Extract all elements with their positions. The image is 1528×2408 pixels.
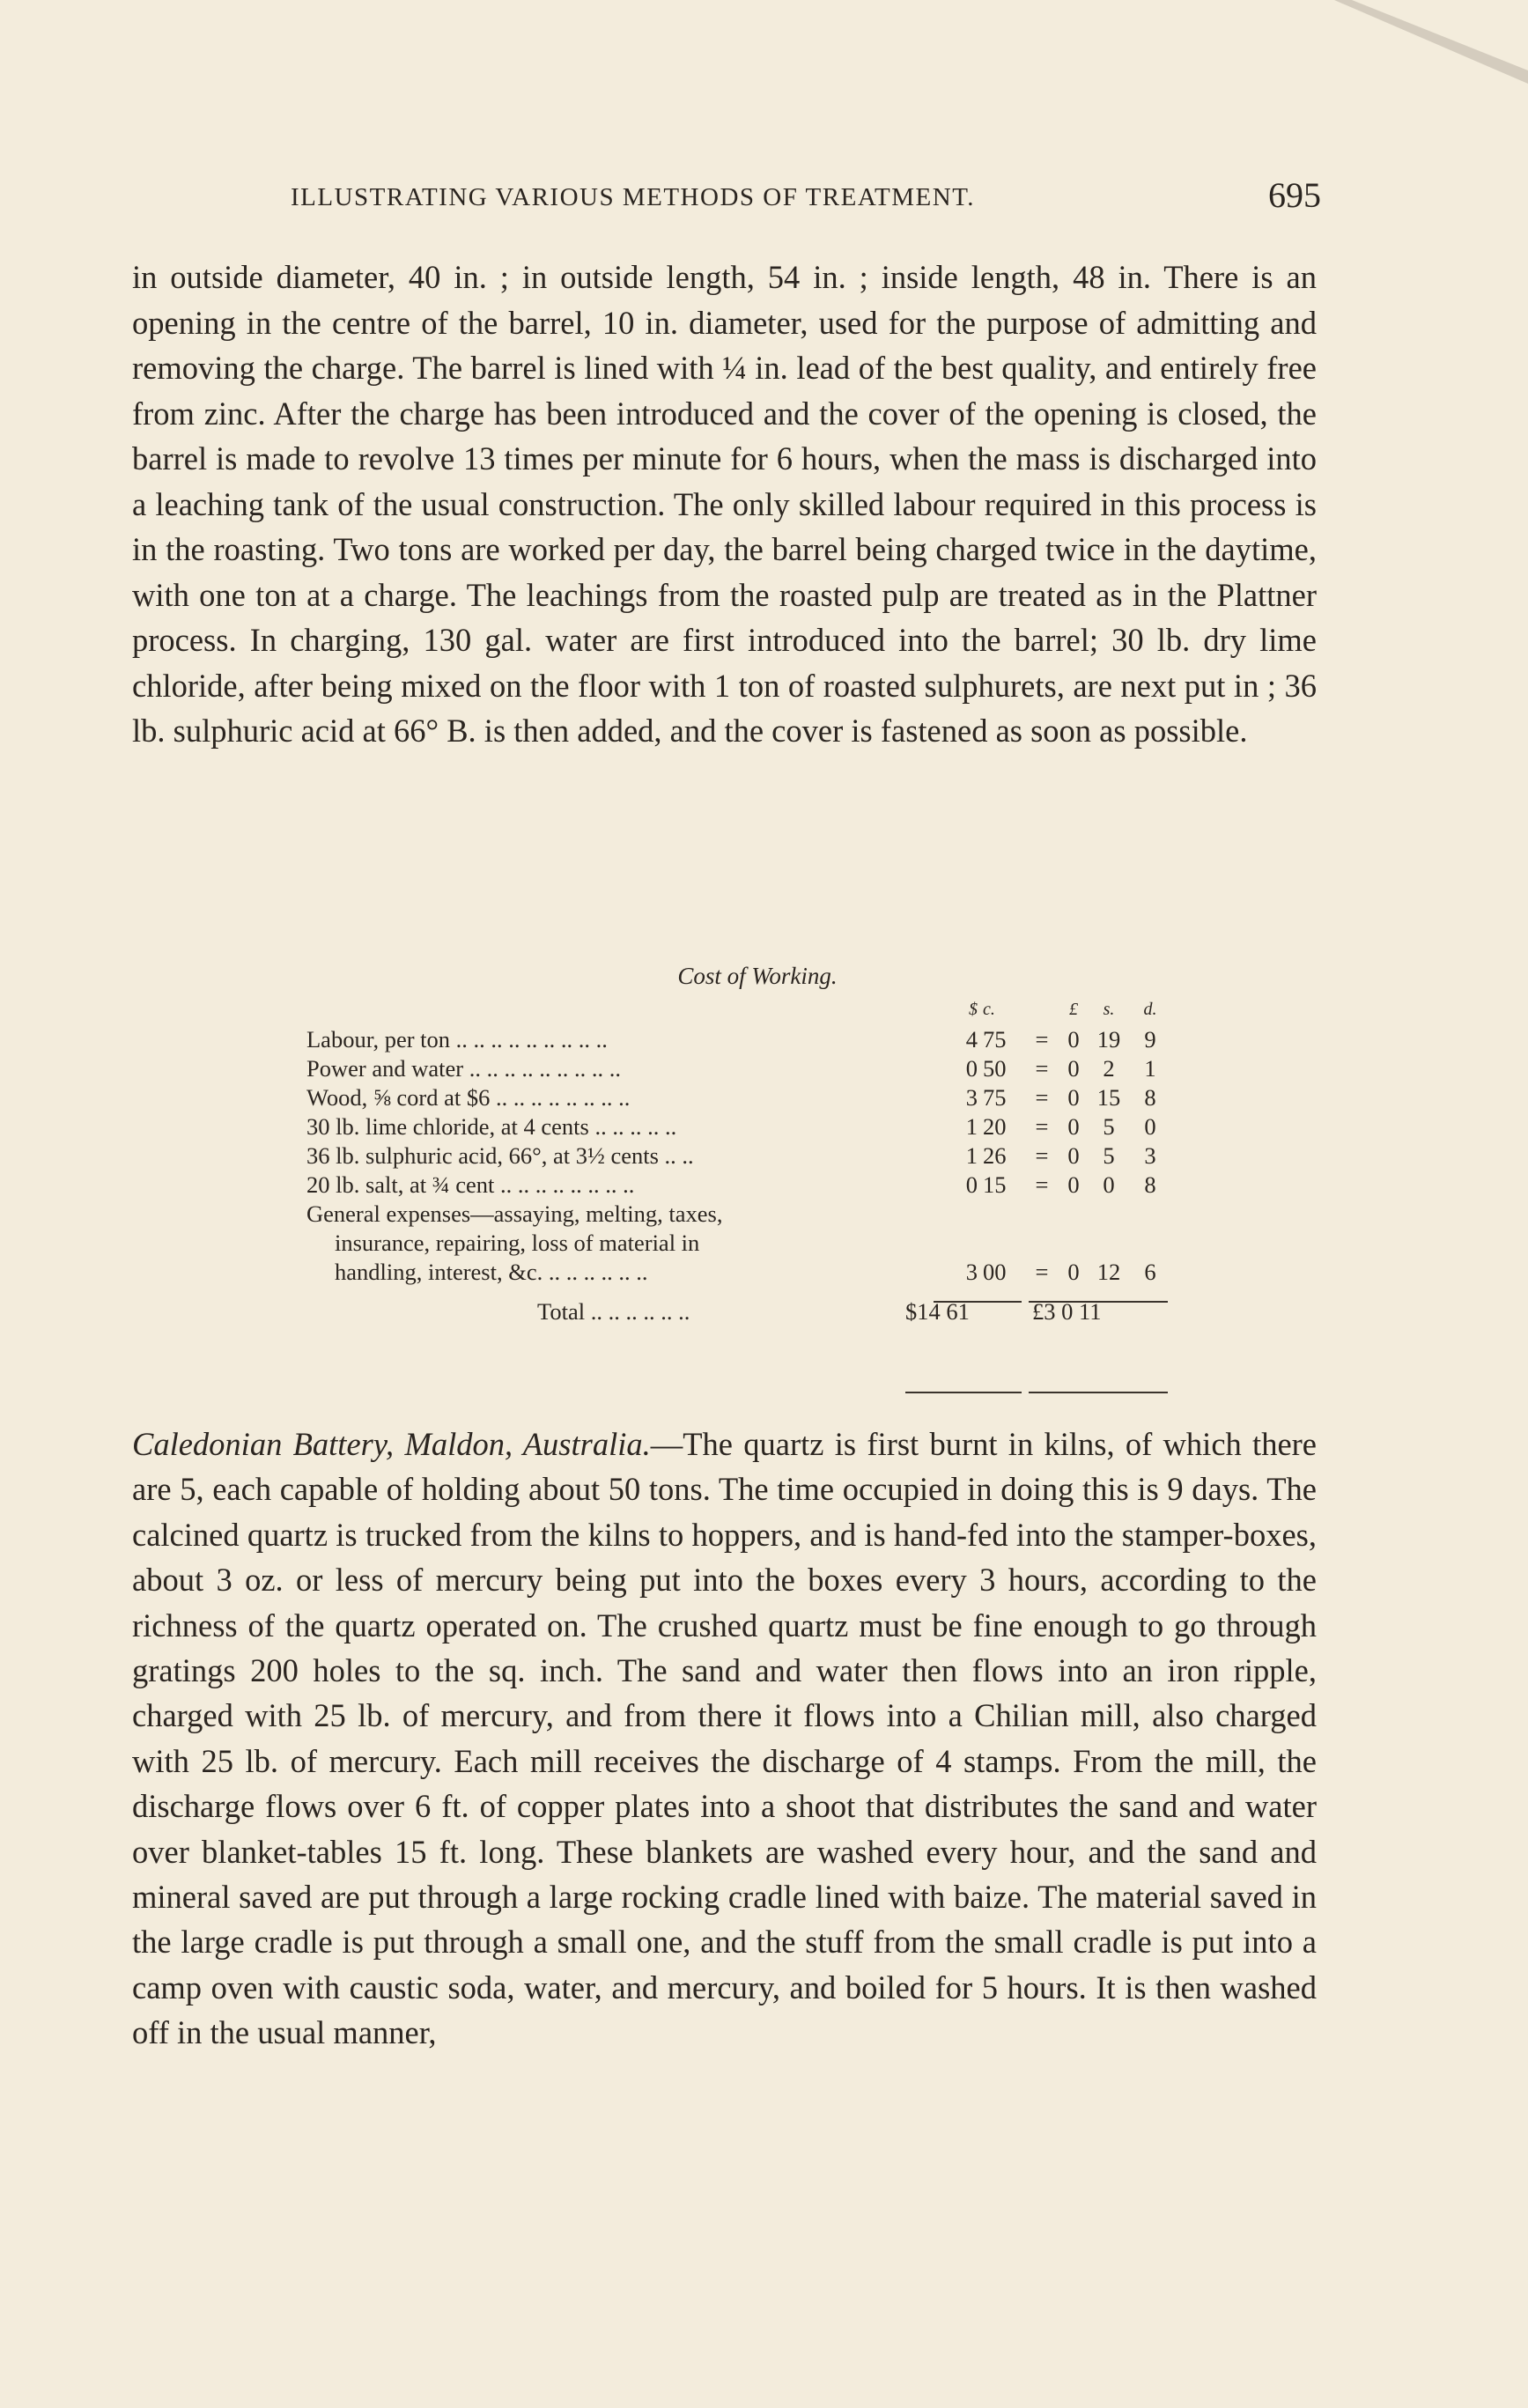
cost-cell-pounds: 0 — [1067, 1142, 1080, 1169]
cost-cell-cents: 20 — [983, 1113, 1007, 1140]
page-edge-mark — [1299, 0, 1528, 97]
unit-pence: d. — [1143, 1000, 1157, 1019]
cost-table-units — [306, 1000, 1161, 1026]
total-rule-dollars-bottom — [905, 1392, 1022, 1393]
cost-cell-pounds: 0 — [1067, 1084, 1080, 1111]
cost-cell-dollars: 1 — [965, 1142, 978, 1169]
general-line-3: handling, interest, &c. .. .. .. .. .. .. — [335, 1259, 648, 1285]
cost-row-general-2 — [306, 1230, 1161, 1259]
cost-cell-label: Power and water .. .. .. .. .. .. .. .. .. — [306, 1055, 621, 1082]
cost-cell-eq: = — [1035, 1084, 1049, 1111]
cost-cell-dollars: 1 — [965, 1113, 978, 1140]
cost-cell-eq: = — [1035, 1171, 1049, 1198]
cost-cell-shillings: 5 — [1103, 1142, 1115, 1169]
cost-cell-dollars: 3 — [965, 1084, 978, 1111]
cost-cell-eq: = — [1035, 1142, 1049, 1169]
cost-cell-pence: 1 — [1144, 1055, 1156, 1082]
cost-cell-cents: 26 — [983, 1142, 1007, 1169]
paragraph-caledonian-battery — [132, 1422, 1317, 2056]
cost-cell-pounds: 0 — [1067, 1113, 1080, 1140]
cost-rows — [306, 1026, 1161, 1200]
general-cents: 00 — [983, 1259, 1007, 1285]
cost-cell-shillings: 19 — [1096, 1026, 1121, 1053]
cost-cell-cents: 75 — [983, 1026, 1007, 1053]
cost-cell-shillings: 15 — [1096, 1084, 1121, 1111]
cost-cell-pounds: 0 — [1067, 1026, 1080, 1053]
general-pence: 6 — [1144, 1259, 1156, 1285]
cost-table — [306, 1000, 1161, 1333]
header-title: ILLUSTRATING VARIOUS METHODS OF TREATMENT. — [291, 183, 976, 211]
paragraph-2-text: —The quartz is first burnt in kilns, of which there are 5, each capable of holding about 50 tons. The time occupied in doing this is 9 days. The calcined quartz is trucked from the kilns to hoppers, and is hand-fed into the stamper-boxes, about 3 oz. or less of mercury being put into the boxes every 3 hours, according to the richness of the quartz operated on. The crushed quartz must be fine enough to go through gratings 200 holes to the sq. inch. The sand and water then flows into an iron ripple, charged with 25 lb. of mercury, and from there it flows into a Chilian mill, also charged with 25 lb. of mercury. Each mill receives the discharge of 4 stamps. From the mill, the discharge flows over 6 ft. of copper plates into a shoot that distributes the sand and water over blanket-tables 15 ft. long. These blankets are washed every hour, and the sand and mineral saved are put through a large rocking cradle lined with baize. The material saved in the large cradle is put through a small one, and the stuff from the small cradle is put into a camp oven with caustic soda, water, and mercury, and boiled for 5 hours. It is then washed off in the usual manner, — [132, 1426, 1317, 2051]
paragraph-barrel-process — [132, 255, 1317, 754]
general-dollars: 3 — [965, 1259, 978, 1285]
paragraph-2-lead: Caledonian Battery, Maldon, Australia. — [132, 1426, 651, 1462]
cost-row-general-3 — [306, 1259, 1161, 1288]
cost-cell-label: Labour, per ton .. .. .. .. .. .. .. .. .. — [306, 1026, 608, 1053]
cost-cell-label: 36 lb. sulphuric acid, 66°, at 3½ cents .. .. — [306, 1142, 694, 1169]
cost-cell-label: Wood, ⅝ cord at $6 .. .. .. .. .. .. .. .. — [306, 1084, 631, 1111]
cost-cell-dollars: 0 — [965, 1055, 978, 1082]
cost-row — [306, 1084, 1161, 1113]
unit-dollars: $ — [969, 1000, 978, 1019]
cost-cell-eq: = — [1035, 1055, 1049, 1082]
cost-cell-label: 30 lb. lime chloride, at 4 cents .. .. .. .. .. — [306, 1113, 677, 1140]
cost-cell-pounds: 0 — [1067, 1171, 1080, 1198]
cost-row — [306, 1055, 1161, 1084]
cost-cell-cents: 75 — [983, 1084, 1007, 1111]
total-dollars: $14 61 — [905, 1298, 970, 1325]
cost-cell-pence: 9 — [1144, 1026, 1156, 1053]
page-edge-shadow — [1299, 0, 1528, 97]
total-label: Total .. .. .. .. .. .. — [537, 1298, 690, 1325]
cost-table-title: Cost of Working. — [677, 963, 838, 989]
cost-cell-cents: 50 — [983, 1055, 1007, 1082]
cost-cell-cents: 15 — [983, 1171, 1007, 1198]
unit-pounds: £ — [1069, 1000, 1078, 1019]
general-pounds: 0 — [1067, 1259, 1080, 1285]
cost-row — [306, 1142, 1161, 1171]
cost-cell-eq: = — [1035, 1026, 1049, 1053]
cost-cell-pence: 8 — [1144, 1171, 1156, 1198]
paragraph-2 — [132, 1422, 1317, 2056]
page-number: 695 — [1268, 175, 1321, 215]
cost-cell-dollars: 4 — [965, 1026, 978, 1053]
general-shillings: 12 — [1096, 1259, 1121, 1285]
general-line-2: insurance, repairing, loss of material in — [335, 1230, 700, 1256]
cost-cell-label: 20 lb. salt, at ¾ cent .. .. .. .. .. .. .. .. — [306, 1171, 635, 1198]
cost-row — [306, 1113, 1161, 1142]
cost-cell-shillings: 2 — [1103, 1055, 1115, 1082]
general-equals: = — [1035, 1259, 1049, 1285]
unit-cents: c. — [983, 1000, 995, 1019]
general-line-1: General expenses—assaying, melting, taxes, — [306, 1200, 723, 1227]
total-rule-sterling-bottom — [1029, 1392, 1168, 1393]
cost-row-general-1 — [306, 1200, 1161, 1230]
total-sterling: £3 0 11 — [1032, 1298, 1102, 1325]
cost-row — [306, 1026, 1161, 1055]
cost-cell-dollars: 0 — [965, 1171, 978, 1198]
cost-cell-shillings: 5 — [1103, 1113, 1115, 1140]
unit-shillings: s. — [1103, 1000, 1115, 1019]
cost-cell-pence: 8 — [1144, 1084, 1156, 1111]
cost-cell-pence: 0 — [1144, 1113, 1156, 1140]
cost-cell-pence: 3 — [1144, 1142, 1156, 1169]
cost-cell-pounds: 0 — [1067, 1055, 1080, 1082]
cost-cell-eq: = — [1035, 1113, 1049, 1140]
cost-cell-shillings: 0 — [1103, 1171, 1115, 1198]
paragraph-1-text: in outside diameter, 40 in. ; in outside length, 54 in. ; inside length, 48 in. There is an opening in the centre of the barrel, 10 in. diameter, used for the purpose of admitting and removing the charge. The barrel is lined with ¼ in. lead of the best quality, and entirely free from zinc. After the charge has been introduced and the cover of the opening is closed, the barrel is made to revolve 13 times per minute for 6 hours, when the mass is discharged into a leaching tank of the usual construction. The only skilled labour required in this process is in the roasting. Two tons are worked per day, the barrel being charged twice in the daytime, with one ton at a charge. The leachings from the roasted pulp are treated as in the Plattner process. In charging, 130 gal. water are first introduced into the barrel; 30 lb. dry lime chloride, after being mixed on the floor with 1 ton of roasted sulphurets, are next put in ; 36 lb. sulphuric acid at 66° B. is then added, and the cover is fastened as soon as possible. — [132, 259, 1317, 749]
cost-row — [306, 1171, 1161, 1200]
cost-row-total — [306, 1298, 1161, 1333]
